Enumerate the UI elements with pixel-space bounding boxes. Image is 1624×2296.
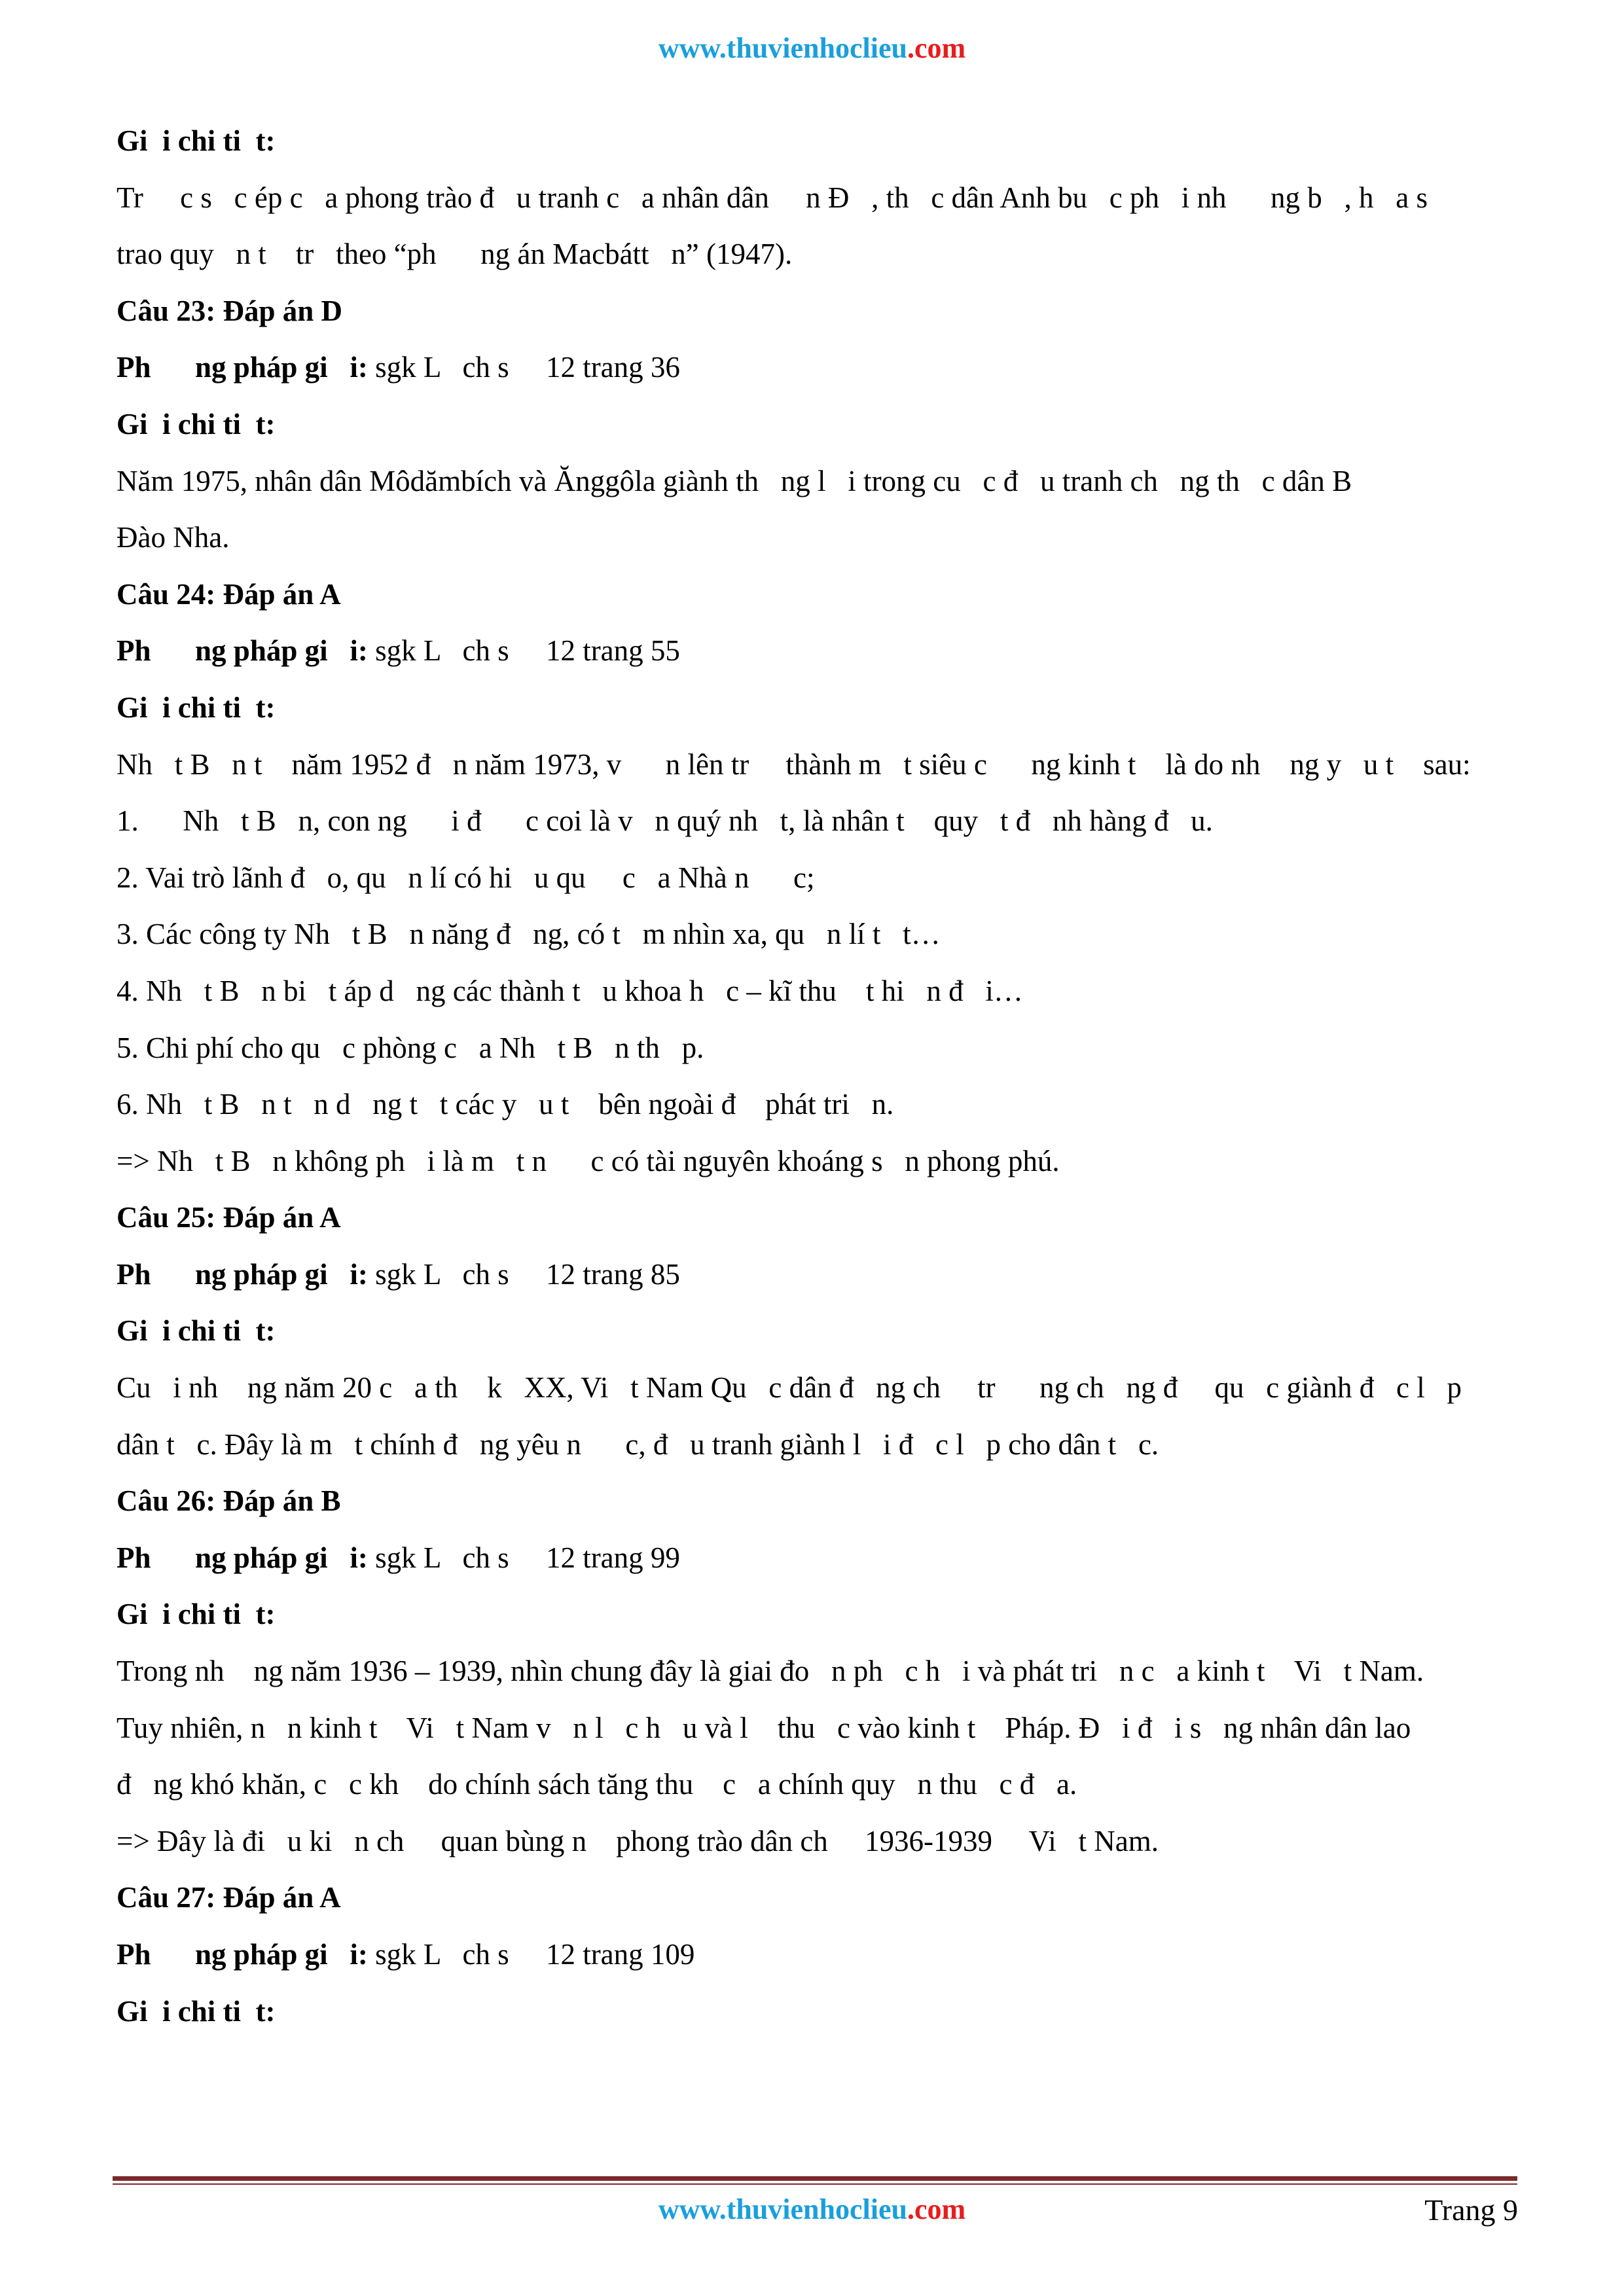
text-line <box>117 1133 1517 1190</box>
line-heading: Gi i chi ti t: <box>117 1994 276 2028</box>
line-text: đ ng khó khăn, c c kh do chính sách tăng thu c a chính quy n thu c đ a. <box>117 1768 1077 1801</box>
header-site-name: www.thuvienhoclieu <box>658 32 907 64</box>
line-heading: Gi i chi ti t: <box>117 1314 276 1348</box>
line-text: sgk L ch s 12 trang 99 <box>367 1541 680 1574</box>
line-heading: Ph ng pháp gi i: <box>117 1257 368 1291</box>
footer-site-tld: .com <box>907 2193 966 2225</box>
text-line <box>117 963 1517 1020</box>
text-line <box>117 396 1517 453</box>
text-line <box>117 906 1517 963</box>
text-line <box>117 1983 1517 2040</box>
line-text: Cu i nh ng năm 20 c a th k XX, Vi t Nam Qu c dân đ ng ch tr ng ch ng đ qu c giành đ c l p <box>117 1371 1462 1405</box>
text-line <box>117 113 1517 170</box>
line-heading: Câu 25: Đáp án A <box>117 1201 341 1234</box>
text-line <box>117 736 1517 793</box>
text-line <box>117 1359 1517 1416</box>
text-line <box>117 1020 1517 1077</box>
line-text: Đào Nha. <box>117 521 230 554</box>
text-line <box>117 283 1517 340</box>
line-text: => Nh t B n không ph i là m t n c có tài nguyên khoáng s n phong phú. <box>117 1144 1060 1177</box>
text-line <box>117 566 1517 623</box>
text-line <box>117 453 1517 510</box>
site-header <box>0 31 1624 65</box>
text-line <box>117 622 1517 679</box>
line-text: sgk L ch s 12 trang 36 <box>367 351 680 384</box>
line-text: => Đây là đi u ki n ch quan bùng n phong trào dân ch 1936-1939 Vi t Nam. <box>117 1824 1159 1857</box>
header-site-tld: .com <box>907 32 966 64</box>
line-text: dân t c. Đây là m t chính đ ng yêu n c, đ u tranh giành l i đ c l p cho dân t c. <box>117 1427 1159 1461</box>
line-text: sgk L ch s 12 trang 85 <box>367 1257 680 1291</box>
line-text: 1. Nh t B n, con ng i đ c coi là v n quý nh t, là nhân t quy t đ nh hàng đ u. <box>117 804 1213 838</box>
line-text: 6. Nh t B n t n d ng t t các y u t bên ngoài đ phát tri n. <box>117 1088 894 1121</box>
line-heading: Gi i chi ti t: <box>117 124 276 157</box>
text-line <box>117 1926 1517 1983</box>
line-text: 3. Các công ty Nh t B n năng đ ng, có t m nhìn xa, qu n lí t t… <box>117 918 941 951</box>
line-text: sgk L ch s 12 trang 109 <box>367 1938 695 1971</box>
text-line <box>117 1869 1517 1926</box>
text-line <box>117 1586 1517 1643</box>
text-line <box>117 509 1517 566</box>
line-heading: Câu 26: Đáp án B <box>117 1484 341 1518</box>
text-line <box>117 339 1517 396</box>
text-line <box>117 1416 1517 1473</box>
text-line <box>117 850 1517 906</box>
text-line <box>117 1700 1517 1757</box>
text-line <box>117 1076 1517 1133</box>
text-line <box>117 1756 1517 1813</box>
text-line <box>117 1813 1517 1870</box>
line-heading: Câu 27: Đáp án A <box>117 1881 341 1914</box>
line-heading: Ph ng pháp gi i: <box>117 1541 368 1574</box>
footer-site-name: www.thuvienhoclieu <box>658 2193 907 2225</box>
line-text: Trong nh ng năm 1936 – 1939, nhìn chung đây là giai đo n ph c h i và phát tri n c a kinh t Vi t Nam. <box>117 1655 1424 1688</box>
line-heading: Câu 23: Đáp án D <box>117 294 343 327</box>
text-line <box>117 1302 1517 1359</box>
line-text: Nh t B n t năm 1952 đ n năm 1973, v n lên tr thành m t siêu c ng kinh t là do nh ng y u t sau: <box>117 747 1471 781</box>
page-number: Trang 9 <box>1424 2193 1518 2227</box>
text-line <box>117 1473 1517 1530</box>
line-text: Năm 1975, nhân dân Môdămbích và Ănggôla giành th ng l i trong cu c đ u tranh ch ng th c dân B <box>117 464 1352 497</box>
line-text: Tr c s c ép c a phong trào đ u tranh c a nhân dân n Đ , th c dân Anh bu c ph i nh ng b , h a s <box>117 181 1428 214</box>
text-line <box>117 1246 1517 1303</box>
line-heading: Câu 24: Đáp án A <box>117 577 341 611</box>
line-text: 5. Chi phí cho qu c phòng c a Nh t B n th p. <box>117 1031 704 1064</box>
line-heading: Ph ng pháp gi i: <box>117 351 368 384</box>
text-line <box>117 1189 1517 1246</box>
text-line <box>117 1643 1517 1700</box>
text-line <box>117 679 1517 736</box>
line-heading: Ph ng pháp gi i: <box>117 634 368 668</box>
footer-divider-thin <box>113 2183 1517 2185</box>
text-line <box>117 793 1517 850</box>
line-heading: Gi i chi ti t: <box>117 691 276 724</box>
line-heading: Gi i chi ti t: <box>117 407 276 440</box>
line-heading: Ph ng pháp gi i: <box>117 1938 368 1971</box>
document-body <box>117 113 1517 2039</box>
line-text: sgk L ch s 12 trang 55 <box>367 634 680 668</box>
line-heading: Gi i chi ti t: <box>117 1598 276 1631</box>
line-text: Tuy nhiên, n n kinh t Vi t Nam v n l c h u và l thu c vào kinh t Pháp. Đ i đ i s ng nhân dân lao <box>117 1711 1411 1744</box>
line-text: 4. Nh t B n bi t áp d ng các thành t u khoa h c – kĩ thu t hi n đ i… <box>117 974 1023 1007</box>
footer-divider <box>113 2176 1517 2181</box>
line-text: trao quy n t tr theo “ph ng án Macbátt n” (1947). <box>117 238 793 271</box>
text-line <box>117 1530 1517 1587</box>
line-text: 2. Vai trò lãnh đ o, qu n lí có hi u qu c a Nhà n c; <box>117 861 815 894</box>
site-footer <box>0 2193 1624 2226</box>
text-line <box>117 226 1517 283</box>
text-line <box>117 170 1517 226</box>
